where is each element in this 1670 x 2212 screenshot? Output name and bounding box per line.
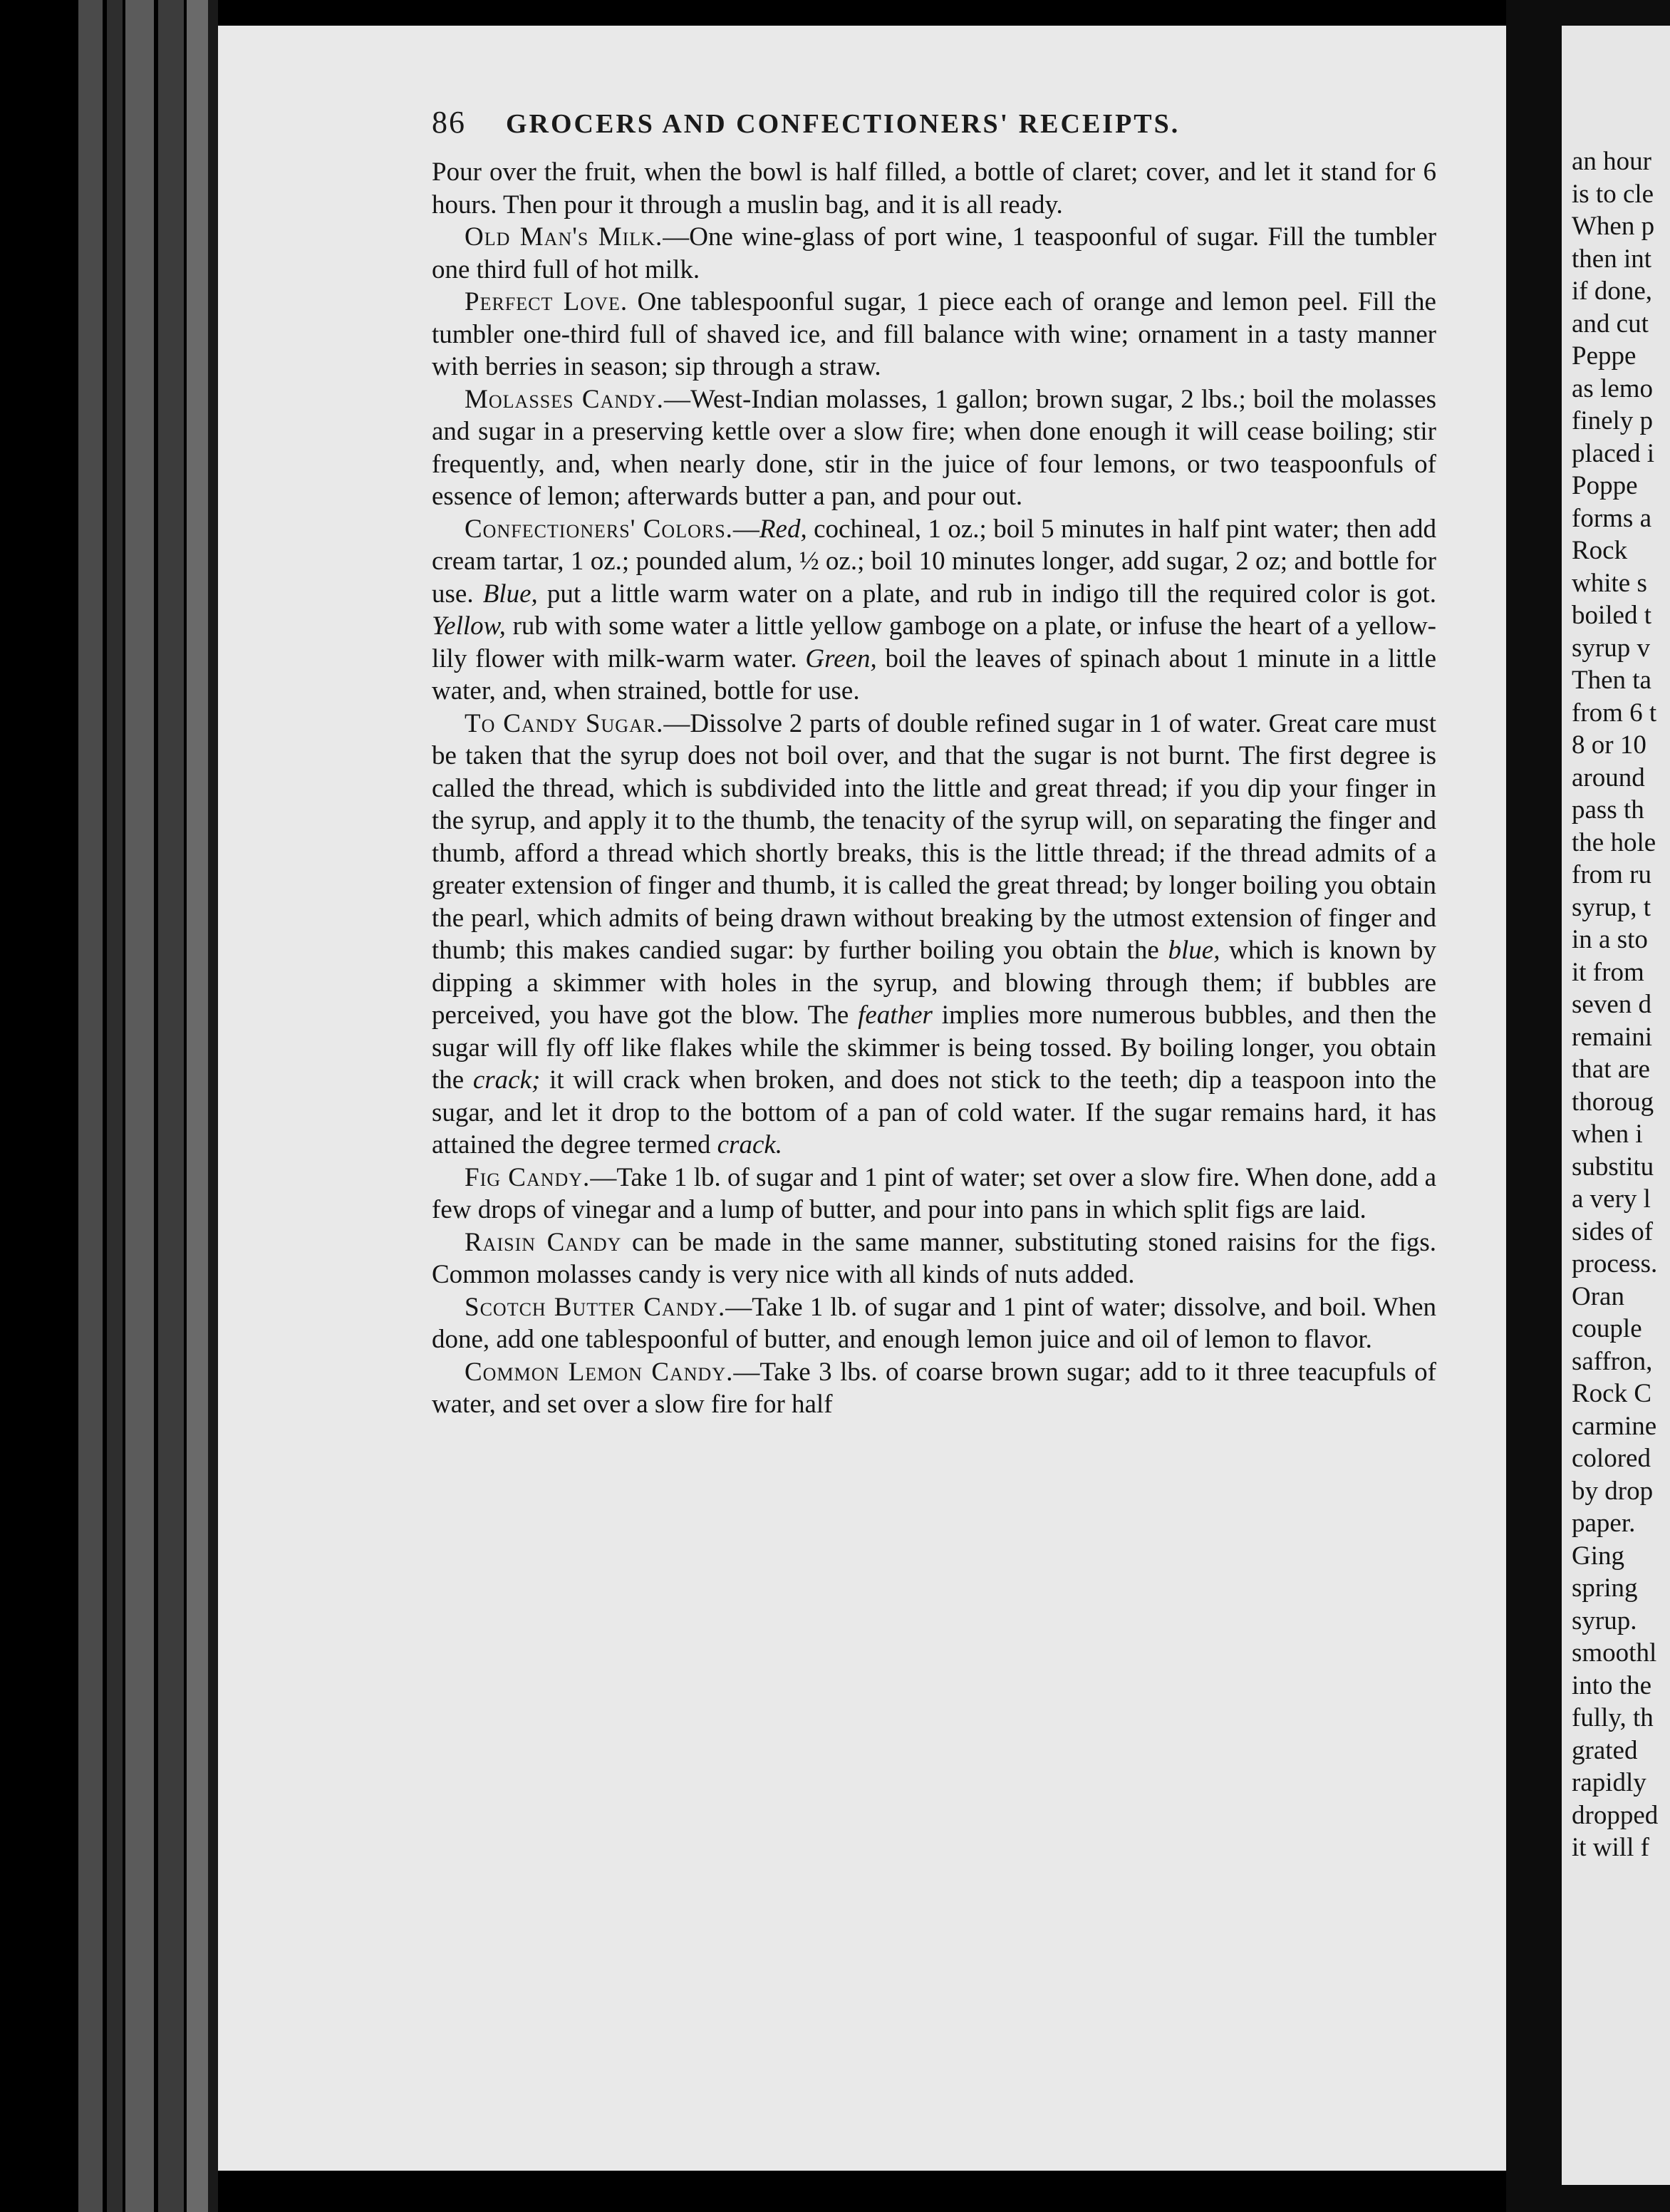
recipe-heading: Perfect Love. (465, 287, 628, 316)
facing-page-line: in a sto (1572, 925, 1648, 954)
book-edge-strip (78, 0, 103, 2212)
facing-page-area (1506, 0, 1670, 2212)
facing-page-line: Rock C (1572, 1379, 1652, 1408)
facing-page-line: grated (1572, 1735, 1638, 1765)
facing-page-line: carmine (1572, 1411, 1657, 1441)
recipe-heading: Molasses Candy. (465, 384, 664, 414)
facing-page-line: the hole (1572, 827, 1656, 857)
paragraph-fig-candy: Fig Candy.—Take 1 lb. of sugar and 1 pint of water; set over a slow fire. When done, add a few drops of vinegar and a lump of butter, and pour into pans in which split figs are laid. (432, 1162, 1437, 1224)
facing-page-line: pass th (1572, 795, 1644, 825)
facing-page-line: smoothl (1572, 1638, 1657, 1668)
paragraph-punch-continuation: Pour over the fruit, when the bowl is half filled, a bottle of claret; cover, and let it stand for 6 hours. Then pour it through a muslin bag, and it is all ready. (432, 157, 1436, 219)
facing-page-line: when i (1572, 1120, 1643, 1149)
page-gutter (208, 0, 218, 2212)
facing-page-line: white s (1572, 568, 1647, 598)
facing-page-line: When p (1572, 212, 1655, 241)
facing-page-line: that are (1572, 1055, 1650, 1084)
recipe-heading: Common Lemon Candy. (465, 1357, 734, 1387)
recipe-heading: Old Man's Milk. (465, 222, 663, 252)
facing-page-line: spring (1572, 1573, 1638, 1603)
facing-page-line: syrup. (1572, 1606, 1637, 1635)
facing-page-line: Poppe (1572, 471, 1638, 500)
facing-page-line: as lemo (1572, 373, 1654, 403)
facing-page-line: fully, th (1572, 1703, 1654, 1732)
facing-page-line: couple (1572, 1314, 1642, 1343)
facing-page-line: forms a (1572, 503, 1651, 533)
facing-page-line: placed i (1572, 438, 1655, 468)
facing-page-line: it from (1572, 957, 1644, 987)
book-edge-strip (125, 0, 154, 2212)
facing-page-line: finely p (1572, 406, 1654, 435)
facing-page-line: then int (1572, 244, 1652, 274)
running-title: GROCERS AND CONFECTIONERS' RECEIPTS. (506, 109, 1181, 139)
page-content (432, 104, 1436, 1421)
paragraph-old-mans-milk: Old Man's Milk.—One wine-glass of port wine, 1 teaspoonful of sugar. Fill the tumbler one third full of hot milk. (432, 222, 1437, 284)
facing-page-line: boiled t (1572, 601, 1652, 630)
recipe-heading: Confectioners' Colors. (465, 514, 733, 544)
facing-page-text (1572, 145, 1670, 1864)
facing-page-line: substitu (1572, 1152, 1654, 1182)
facing-page-line: Ging (1572, 1541, 1624, 1571)
facing-page-line: syrup, t (1572, 892, 1651, 922)
facing-page-line: into the (1572, 1670, 1652, 1700)
page-number: 86 (432, 105, 466, 140)
recipe-heading: To Candy Sugar. (465, 708, 664, 738)
facing-page-line: Peppe (1572, 341, 1637, 371)
facing-page-line: thoroug (1572, 1087, 1654, 1117)
book-edge-strip (107, 0, 123, 2212)
paragraph-scotch-butter-candy: Scotch Butter Candy.—Take 1 lb. of sugar and 1 pint of water; dissolve, and boil. When done, add one tablespoonful of butter, and enough lemon juice and oil of lemon to flavor. (432, 1292, 1436, 1354)
facing-page-line: if done, (1572, 276, 1653, 306)
facing-page-line: dropped (1572, 1800, 1659, 1830)
paragraph-common-lemon-candy: Common Lemon Candy.—Take 3 lbs. of coarse brown sugar; add to it three teacupfuls of water, and set over a slow fire for half (432, 1357, 1437, 1419)
facing-page-line: it will f (1572, 1833, 1649, 1862)
paragraph-molasses-candy: Molasses Candy.—West-Indian molasses, 1 gallon; brown sugar, 2 lbs.; boil the molasses and sugar in a preserving kettle over a slow fire; when done enough it will cease boiling; stir frequently, and, when nearly done, stir in the juice of four lemons, or two teaspoonfuls of essence of lemon; afterwards butter a pan, and pour out. (432, 384, 1436, 511)
facing-page-line: 8 or 10 (1572, 730, 1646, 760)
running-header (432, 104, 1436, 140)
facing-page-line: Rock (1572, 536, 1628, 565)
facing-page-line: by drop (1572, 1476, 1654, 1506)
facing-page-line: around (1572, 763, 1645, 792)
recipe-heading: Raisin Candy (465, 1227, 622, 1257)
left-page (218, 26, 1506, 2171)
facing-page-line: rapidly (1572, 1768, 1646, 1797)
facing-page-line: remaini (1572, 1022, 1653, 1052)
body-text (432, 156, 1436, 1421)
facing-page-line: an hour (1572, 147, 1651, 176)
facing-page-line: a very l (1572, 1184, 1651, 1214)
book-edge-strip (187, 0, 208, 2212)
paragraph-perfect-love: Perfect Love. One tablespoonful sugar, 1 piece each of orange and lemon peel. Fill the tumbler one-third full of shaved ice, and fill balance with wine; ornament in a tasty manner with berries in season; sip through a straw. (432, 287, 1436, 381)
facing-page-line: from 6 t (1572, 698, 1657, 728)
paragraph-to-candy-sugar: To Candy Sugar.—Dissolve 2 parts of double refined sugar in 1 of water. Great care must be taken that the syrup does not boil over, and that the sugar is not burnt. The first degree is called the thread, which is subdivided into the little and great thread; if you dip your finger in the syrup, and apply it to the thumb, the tenacity of the syrup will, on separating the finger and thumb, afford a thread which shortly breaks, this is the little thread; if the thread admits of a greater extension of finger and thumb, it is called the great thread; by longer boiling you obtain the pearl, which admits of being drawn without breaking by the utmost extension of finger and thumb; this makes candied sugar: by further boiling you obtain the blue, which is known by dipping a skimmer with holes in the syrup, and blowing through them; if bubbles are perceived, you have got the blow. The feather implies more numerous bubbles, and then the sugar will fly off like flakes while the skimmer is being tossed. By boiling longer, you obtain the crack; it will crack when broken, and does not stick to the teeth; dip a teaspoon into the sugar, and let it drop to the bottom of a pan of cold water. If the sugar remains hard, it has attained the degree termed crack. (432, 708, 1437, 1159)
facing-page-line: saffron, (1572, 1346, 1653, 1376)
facing-page-line: process. (1572, 1249, 1658, 1278)
facing-page-line: colored (1572, 1444, 1651, 1473)
facing-page-line: and cut (1572, 309, 1649, 338)
facing-page-line: sides of (1572, 1216, 1654, 1246)
book-edge-strip (158, 0, 184, 2212)
facing-page-line: paper. (1572, 1509, 1636, 1538)
facing-page-line: Oran (1572, 1281, 1624, 1311)
facing-page-line: from ru (1572, 860, 1651, 889)
facing-page-line: Then ta (1572, 666, 1651, 695)
recipe-heading: Fig Candy. (465, 1162, 591, 1192)
facing-page-line: syrup v (1572, 633, 1650, 663)
recipe-heading: Scotch Butter Candy. (465, 1292, 726, 1322)
facing-page-line: is to cle (1572, 179, 1654, 209)
paragraph-confectioners-colors: Confectioners' Colors.—Red, cochineal, 1 oz.; boil 5 minutes in half pint water; then add cream tartar, 1 oz.; pounded alum, ½ oz.; boil 10 minutes longer, add sugar, 2 oz; and bottle for use. Blue, put a little warm water on a plate, and rub in indigo till the required color is got. Yellow, rub with some water a little yellow gamboge on a plate, or infuse the heart of a yellow-lily flower with milk-warm water. Green, boil the leaves of spinach about 1 minute in a little water, and, when strained, bottle for use. (432, 514, 1436, 706)
paragraph-raisin-candy: Raisin Candy can be made in the same manner, substituting stoned raisins for the figs. Common molasses candy is very nice with all kinds of nuts added. (432, 1227, 1436, 1289)
facing-page (1562, 26, 1670, 2185)
facing-page-line: seven d (1572, 990, 1651, 1019)
